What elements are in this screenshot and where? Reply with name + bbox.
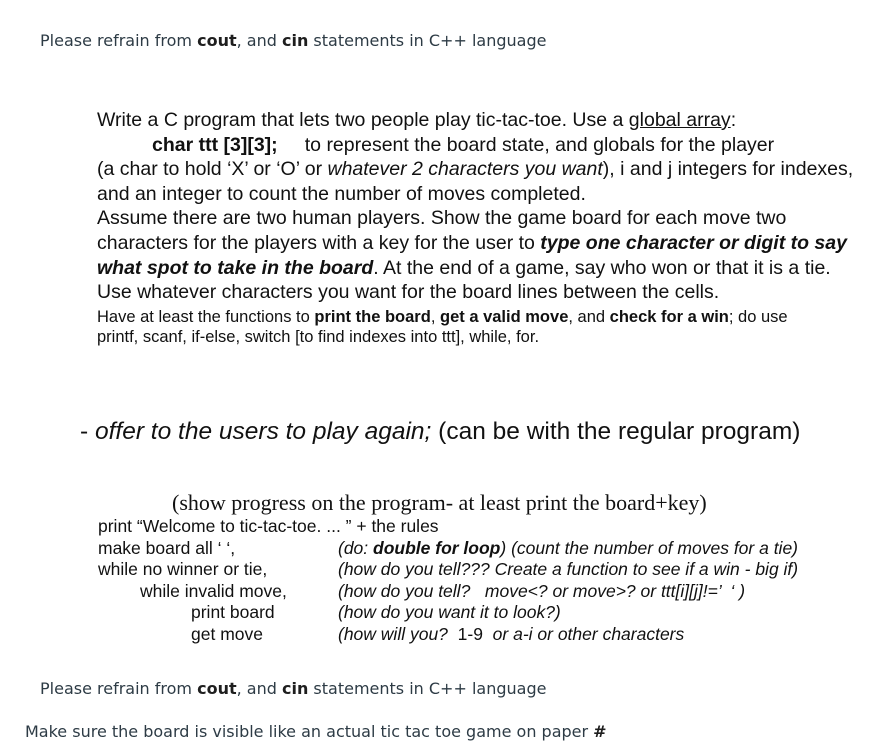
intro-colon: : xyxy=(730,109,737,131)
functions-line xyxy=(97,307,857,327)
pseudocode-hint xyxy=(338,538,798,560)
functions-text-end: ; do use xyxy=(728,307,788,326)
offer-rest: (can be with the regular program) xyxy=(431,418,801,445)
pseudocode-hint xyxy=(338,624,684,646)
hint-text: (do: xyxy=(338,537,374,558)
pseudocode-row xyxy=(98,581,858,603)
hint-text: (how will you? xyxy=(338,623,458,644)
pseudocode-hint: (how do you tell? move<? or move>? or ttt[i][j]!=’ ‘ ) xyxy=(338,580,746,601)
cout-keyword: cout xyxy=(197,679,237,698)
cin-keyword: cin xyxy=(281,31,309,50)
pseudocode-block xyxy=(98,516,858,646)
pseudocode-row xyxy=(98,559,858,581)
pseudocode-step: while no winner or tie, xyxy=(98,559,268,580)
pseudocode-welcome xyxy=(98,516,858,538)
pseudocode-step: make board all ‘ ‘, xyxy=(98,537,236,558)
players-text-end: . At the end of a game, say who won or that it is a tie. Use whatever characters you want for the board lines between the cells. xyxy=(97,256,831,304)
functions-sep: , and xyxy=(568,307,610,326)
functions-line-2: printf, scanf, if-else, switch [to find indexes into ttt], while, for. xyxy=(97,327,540,346)
top-note-text: , and xyxy=(236,31,282,50)
pseudocode-step: print board xyxy=(191,602,275,623)
pseudocode-row xyxy=(98,624,858,646)
print-board-term: print the board xyxy=(314,307,431,326)
hint-text-end: ) (count the number of moves for a tie) xyxy=(500,537,799,558)
final-note-text: Make sure the board is visible like an actual tic tac toe game on paper xyxy=(25,722,594,741)
pseudocode-row xyxy=(98,602,858,624)
final-note xyxy=(25,722,607,742)
assignment-globals xyxy=(97,157,857,206)
array-declaration: char ttt [3][3]; xyxy=(152,133,278,156)
valid-move-term: get a valid move xyxy=(439,307,569,326)
pseudocode-step: while invalid move, xyxy=(140,580,287,601)
assignment-intro xyxy=(97,108,857,133)
pseudocode-row xyxy=(98,538,858,560)
bottom-note-text: Please refrain from xyxy=(40,679,198,698)
cout-keyword: cout xyxy=(197,31,237,50)
top-note xyxy=(40,31,546,51)
bottom-note xyxy=(40,679,546,699)
functions-sep: , xyxy=(430,307,440,326)
functions-text: Have at least the functions to xyxy=(97,307,315,326)
welcome-line: print “Welcome to tic-tac-toe. ... ” + the rules xyxy=(98,516,439,536)
check-win-term: check for a win xyxy=(609,307,729,326)
global-array-term: global array xyxy=(628,109,731,131)
intro-text: Write a C program that lets two people play tic-tac-toe. Use a xyxy=(97,109,629,131)
offer-italic: offer to the users to play again; xyxy=(94,418,432,445)
hint-text-end: or a-i or other characters xyxy=(482,623,685,644)
pseudocode-hint: (how do you tell??? Create a function to see if a win - big if) xyxy=(338,559,799,580)
bottom-note-text: statements in C++ language xyxy=(308,679,547,698)
cin-keyword: cin xyxy=(281,679,309,698)
digit-range: 1-9 xyxy=(457,623,483,644)
offer-dash: - xyxy=(80,418,95,445)
globals-text-end: ), i and j integers for indexes, and an integer to count the number of moves completed. xyxy=(97,158,854,205)
globals-italic: whatever 2 characters you want xyxy=(327,158,603,181)
top-note-text: statements in C++ language xyxy=(308,31,547,50)
globals-text: (a char to hold ‘X’ or ‘O’ or xyxy=(97,158,328,181)
assignment-players xyxy=(97,206,857,304)
assignment-text xyxy=(97,108,857,347)
pseudocode-hint: (how do you want it to look?) xyxy=(338,602,561,623)
hash-symbol: # xyxy=(593,722,607,741)
top-note-text: Please refrain from xyxy=(40,31,198,50)
bottom-note-text: , and xyxy=(236,679,282,698)
array-declaration-line xyxy=(97,133,857,158)
double-loop-term: double for loop xyxy=(373,537,501,558)
declaration-desc: to represent the board state, and globals for the player xyxy=(277,133,775,156)
players-emphasis: type one character or digit to say what spot to take in the board xyxy=(97,231,847,279)
pseudocode-step: get move xyxy=(191,623,263,644)
progress-heading: (show progress on the program- at least print the board+key) xyxy=(172,490,707,515)
players-text: Assume there are two human players. Show the game board for each move two characters for the players with a key for the user to xyxy=(97,207,787,254)
offer-line xyxy=(80,418,800,446)
